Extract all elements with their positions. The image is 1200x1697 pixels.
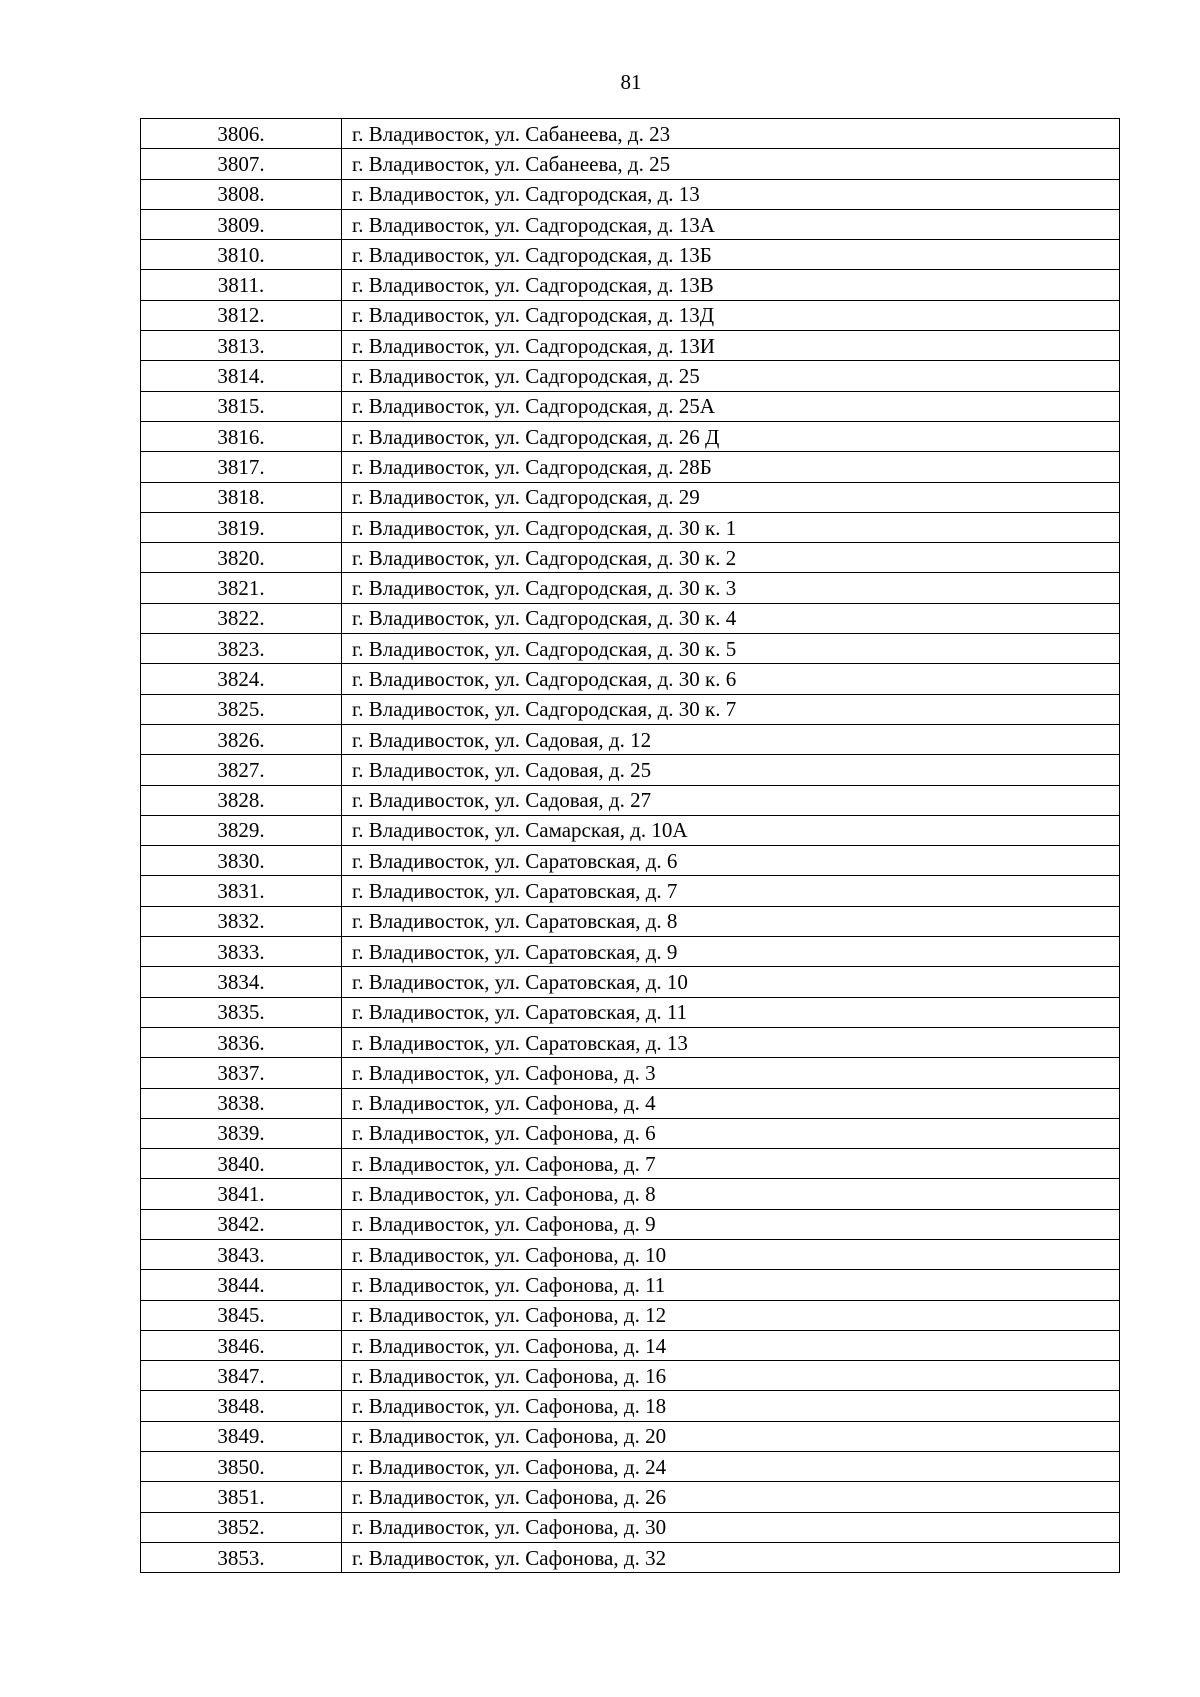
- table-row: [141, 755, 1120, 785]
- row-number-cell: 3810.: [141, 240, 342, 270]
- address-cell: г. Владивосток, ул. Садгородская, д. 29: [342, 482, 1120, 512]
- address-cell: г. Владивосток, ул. Садгородская, д. 30 к. 7: [342, 694, 1120, 724]
- address-cell: г. Владивосток, ул. Сафонова, д. 26: [342, 1482, 1120, 1512]
- row-number-cell: 3843.: [141, 1239, 342, 1269]
- table-row: [141, 1270, 1120, 1300]
- table-row: [141, 119, 1120, 149]
- row-number-cell: 3822.: [141, 603, 342, 633]
- address-cell: г. Владивосток, ул. Саратовская, д. 11: [342, 997, 1120, 1027]
- address-cell: г. Владивосток, ул. Самарская, д. 10А: [342, 815, 1120, 845]
- address-cell: г. Владивосток, ул. Сафонова, д. 16: [342, 1361, 1120, 1391]
- row-number-cell: 3846.: [141, 1330, 342, 1360]
- table-row: [141, 512, 1120, 542]
- table-row: [141, 1088, 1120, 1118]
- address-cell: г. Владивосток, ул. Сабанеева, д. 23: [342, 119, 1120, 149]
- page-number: 81: [620, 70, 642, 94]
- row-number-cell: 3847.: [141, 1361, 342, 1391]
- row-number-cell: 3836.: [141, 1027, 342, 1057]
- row-number-cell: 3827.: [141, 755, 342, 785]
- address-cell: г. Владивосток, ул. Саратовская, д. 13: [342, 1027, 1120, 1057]
- row-number-cell: 3832.: [141, 906, 342, 936]
- table-row: [141, 1058, 1120, 1088]
- row-number-cell: 3814.: [141, 361, 342, 391]
- address-cell: г. Владивосток, ул. Садгородская, д. 13: [342, 179, 1120, 209]
- table-row: [141, 452, 1120, 482]
- address-cell: г. Владивосток, ул. Сафонова, д. 30: [342, 1512, 1120, 1542]
- table-row: [141, 573, 1120, 603]
- address-cell: г. Владивосток, ул. Садгородская, д. 25А: [342, 391, 1120, 421]
- table-row: [141, 179, 1120, 209]
- row-number-cell: 3851.: [141, 1482, 342, 1512]
- row-number-cell: 3849.: [141, 1421, 342, 1451]
- table-row: [141, 1330, 1120, 1360]
- address-cell: г. Владивосток, ул. Садгородская, д. 13Б: [342, 240, 1120, 270]
- address-cell: г. Владивосток, ул. Садовая, д. 25: [342, 755, 1120, 785]
- row-number-cell: 3809.: [141, 209, 342, 239]
- table-row: [141, 482, 1120, 512]
- address-cell: г. Владивосток, ул. Сафонова, д. 9: [342, 1209, 1120, 1239]
- row-number-cell: 3812.: [141, 300, 342, 330]
- row-number-cell: 3820.: [141, 543, 342, 573]
- table-row: [141, 997, 1120, 1027]
- row-number-cell: 3824.: [141, 664, 342, 694]
- row-number-cell: 3831.: [141, 876, 342, 906]
- address-cell: г. Владивосток, ул. Саратовская, д. 10: [342, 967, 1120, 997]
- table-row: [141, 1179, 1120, 1209]
- table-row: [141, 1300, 1120, 1330]
- row-number-cell: 3815.: [141, 391, 342, 421]
- table-row: [141, 1512, 1120, 1542]
- table-row: [141, 1391, 1120, 1421]
- table-row: [141, 906, 1120, 936]
- address-cell: г. Владивосток, ул. Садгородская, д. 13И: [342, 331, 1120, 361]
- table-row: [141, 361, 1120, 391]
- address-cell: г. Владивосток, ул. Садгородская, д. 30 к. 6: [342, 664, 1120, 694]
- row-number-cell: 3850.: [141, 1452, 342, 1482]
- address-cell: г. Владивосток, ул. Сафонова, д. 32: [342, 1542, 1120, 1572]
- row-number-cell: 3845.: [141, 1300, 342, 1330]
- table-row: [141, 149, 1120, 179]
- row-number-cell: 3848.: [141, 1391, 342, 1421]
- address-cell: г. Владивосток, ул. Сафонова, д. 24: [342, 1452, 1120, 1482]
- row-number-cell: 3840.: [141, 1149, 342, 1179]
- address-cell: г. Владивосток, ул. Садгородская, д. 30 к. 3: [342, 573, 1120, 603]
- address-cell: г. Владивосток, ул. Садгородская, д. 28Б: [342, 452, 1120, 482]
- address-cell: г. Владивосток, ул. Саратовская, д. 7: [342, 876, 1120, 906]
- table-row: [141, 967, 1120, 997]
- address-table-body: [141, 119, 1120, 1573]
- table-row: [141, 240, 1120, 270]
- row-number-cell: 3819.: [141, 512, 342, 542]
- table-row: [141, 634, 1120, 664]
- row-number-cell: 3842.: [141, 1209, 342, 1239]
- table-row: [141, 846, 1120, 876]
- table-row: [141, 270, 1120, 300]
- table-row: [141, 1118, 1120, 1148]
- address-cell: г. Владивосток, ул. Садгородская, д. 30 к. 2: [342, 543, 1120, 573]
- table-row: [141, 815, 1120, 845]
- address-cell: г. Владивосток, ул. Сафонова, д. 7: [342, 1149, 1120, 1179]
- address-cell: г. Владивосток, ул. Сафонова, д. 10: [342, 1239, 1120, 1269]
- address-cell: г. Владивосток, ул. Сафонова, д. 14: [342, 1330, 1120, 1360]
- address-cell: г. Владивосток, ул. Садовая, д. 27: [342, 785, 1120, 815]
- row-number-cell: 3838.: [141, 1088, 342, 1118]
- row-number-cell: 3828.: [141, 785, 342, 815]
- address-cell: г. Владивосток, ул. Сафонова, д. 6: [342, 1118, 1120, 1148]
- row-number-cell: 3839.: [141, 1118, 342, 1148]
- address-cell: г. Владивосток, ул. Сафонова, д. 18: [342, 1391, 1120, 1421]
- table-row: [141, 1239, 1120, 1269]
- table-row: [141, 1421, 1120, 1451]
- table-row: [141, 937, 1120, 967]
- table-row: [141, 876, 1120, 906]
- table-row: [141, 300, 1120, 330]
- table-row: [141, 603, 1120, 633]
- table-row: [141, 664, 1120, 694]
- address-cell: г. Владивосток, ул. Саратовская, д. 8: [342, 906, 1120, 936]
- row-number-cell: 3841.: [141, 1179, 342, 1209]
- address-cell: г. Владивосток, ул. Садгородская, д. 13А: [342, 209, 1120, 239]
- table-row: [141, 1149, 1120, 1179]
- table-row: [141, 785, 1120, 815]
- address-cell: г. Владивосток, ул. Садгородская, д. 13Д: [342, 300, 1120, 330]
- table-row: [141, 1209, 1120, 1239]
- row-number-cell: 3825.: [141, 694, 342, 724]
- address-cell: г. Владивосток, ул. Садгородская, д. 25: [342, 361, 1120, 391]
- table-row: [141, 331, 1120, 361]
- row-number-cell: 3823.: [141, 634, 342, 664]
- row-number-cell: 3808.: [141, 179, 342, 209]
- table-row: [141, 694, 1120, 724]
- row-number-cell: 3852.: [141, 1512, 342, 1542]
- row-number-cell: 3817.: [141, 452, 342, 482]
- row-number-cell: 3853.: [141, 1542, 342, 1572]
- row-number-cell: 3811.: [141, 270, 342, 300]
- address-cell: г. Владивосток, ул. Садовая, д. 12: [342, 724, 1120, 754]
- row-number-cell: 3834.: [141, 967, 342, 997]
- table-row: [141, 391, 1120, 421]
- address-cell: г. Владивосток, ул. Садгородская, д. 30 к. 5: [342, 634, 1120, 664]
- address-cell: г. Владивосток, ул. Саратовская, д. 9: [342, 937, 1120, 967]
- address-cell: г. Владивосток, ул. Саратовская, д. 6: [342, 846, 1120, 876]
- row-number-cell: 3829.: [141, 815, 342, 845]
- table-row: [141, 1482, 1120, 1512]
- table-row: [141, 1361, 1120, 1391]
- table-row: [141, 543, 1120, 573]
- row-number-cell: 3806.: [141, 119, 342, 149]
- row-number-cell: 3830.: [141, 846, 342, 876]
- table-row: [141, 1452, 1120, 1482]
- address-table: [140, 118, 1120, 1573]
- address-cell: г. Владивосток, ул. Сафонова, д. 4: [342, 1088, 1120, 1118]
- table-row: [141, 421, 1120, 451]
- address-cell: г. Владивосток, ул. Садгородская, д. 30 к. 1: [342, 512, 1120, 542]
- address-cell: г. Владивосток, ул. Сафонова, д. 11: [342, 1270, 1120, 1300]
- row-number-cell: 3816.: [141, 421, 342, 451]
- address-cell: г. Владивосток, ул. Сафонова, д. 12: [342, 1300, 1120, 1330]
- row-number-cell: 3807.: [141, 149, 342, 179]
- address-cell: г. Владивосток, ул. Садгородская, д. 30 к. 4: [342, 603, 1120, 633]
- address-cell: г. Владивосток, ул. Садгородская, д. 13В: [342, 270, 1120, 300]
- row-number-cell: 3844.: [141, 1270, 342, 1300]
- row-number-cell: 3813.: [141, 331, 342, 361]
- table-row: [141, 1542, 1120, 1572]
- address-cell: г. Владивосток, ул. Сафонова, д. 8: [342, 1179, 1120, 1209]
- table-row: [141, 724, 1120, 754]
- row-number-cell: 3835.: [141, 997, 342, 1027]
- address-cell: г. Владивосток, ул. Сафонова, д. 20: [342, 1421, 1120, 1451]
- address-cell: г. Владивосток, ул. Сабанеева, д. 25: [342, 149, 1120, 179]
- row-number-cell: 3837.: [141, 1058, 342, 1088]
- address-cell: г. Владивосток, ул. Сафонова, д. 3: [342, 1058, 1120, 1088]
- row-number-cell: 3818.: [141, 482, 342, 512]
- table-row: [141, 1027, 1120, 1057]
- row-number-cell: 3821.: [141, 573, 342, 603]
- row-number-cell: 3833.: [141, 937, 342, 967]
- row-number-cell: 3826.: [141, 724, 342, 754]
- address-cell: г. Владивосток, ул. Садгородская, д. 26 Д: [342, 421, 1120, 451]
- table-row: [141, 209, 1120, 239]
